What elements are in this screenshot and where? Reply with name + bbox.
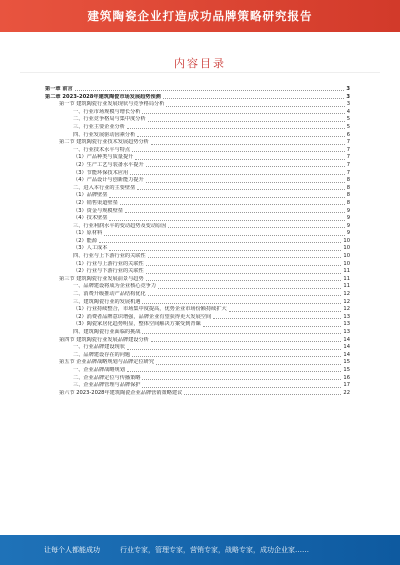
- toc-entry-label: （1）原材料: [73, 230, 103, 237]
- footer-bar: [0, 535, 400, 565]
- toc-entry-label: （1）行业与上游行业的关联性: [73, 260, 144, 267]
- header-bar: [0, 0, 400, 32]
- toc-entry-label: （2）消费者品牌意识增强，品牌企业有望获得更大发展空间: [73, 313, 212, 320]
- toc-entry[interactable]: [45, 147, 350, 155]
- toc-entry-label: （1）品牌壁垒: [73, 192, 108, 199]
- toc-entry-page: 5: [346, 116, 350, 123]
- toc-entry-label: 第三节 建筑陶瓷行业发展前景与趋势: [59, 275, 144, 282]
- toc-entry-page: 3: [346, 101, 350, 108]
- toc-entry[interactable]: [45, 299, 350, 307]
- toc-entry-page: 12: [343, 298, 350, 305]
- toc-entry-label: 二、行业竞争格局与集中度分析: [73, 116, 146, 123]
- toc-entry-page: 13: [343, 313, 350, 320]
- toc-leader-dots: [127, 344, 342, 349]
- toc-entry-label: 第六节 2023-2028年建筑陶瓷企业品牌营销策略建议: [59, 389, 183, 396]
- toc-entry-page: 17: [343, 382, 350, 389]
- toc-entry[interactable]: [45, 215, 350, 223]
- toc-leader-dots: [135, 154, 344, 159]
- toc-entry-page: 8: [346, 184, 350, 191]
- toc-entry[interactable]: [45, 382, 350, 390]
- toc-entry-label: （2）行业与下游行业的关联性: [73, 268, 144, 275]
- toc-entry-page: 15: [343, 366, 350, 373]
- toc-entry[interactable]: [45, 230, 350, 238]
- toc-entry-page: 14: [343, 336, 350, 343]
- toc-entry-page: 8: [346, 192, 350, 199]
- toc-leader-dots: [148, 291, 342, 296]
- toc-leader-dots: [229, 306, 342, 311]
- toc-entry[interactable]: [45, 390, 350, 398]
- toc-entry[interactable]: [45, 352, 350, 360]
- toc-entry-label: 一、品牌建设将成为企业核心竞争力: [73, 283, 157, 290]
- toc-entry[interactable]: [45, 367, 350, 375]
- toc-entry[interactable]: [45, 86, 350, 94]
- toc-leader-dots: [127, 367, 342, 372]
- toc-leader-dots: [142, 382, 341, 387]
- toc-leader-dots: [156, 359, 341, 364]
- toc-entry[interactable]: [45, 94, 350, 102]
- toc-entry[interactable]: [45, 261, 350, 269]
- toc-leader-dots: [146, 276, 342, 281]
- toc-entry[interactable]: [45, 139, 350, 147]
- toc-entry-label: （2）能源: [73, 237, 98, 244]
- toc-entry-label: （2）生产工艺与装备水平提升: [73, 161, 144, 168]
- toc-leader-dots: [109, 245, 341, 250]
- toc-entry-page: 10: [343, 245, 350, 252]
- toc-entry[interactable]: [45, 253, 350, 261]
- toc-leader-dots: [168, 223, 344, 228]
- toc-entry-page: 12: [343, 291, 350, 298]
- toc-title: 内容目录: [174, 57, 226, 70]
- toc-leader-dots: [151, 139, 345, 144]
- toc-entry-label: 一、行业技术水平与特点: [73, 146, 131, 153]
- toc-leader-dots: [125, 208, 345, 213]
- toc-leader-dots: [203, 321, 342, 326]
- toc-leader-dots: [75, 86, 345, 91]
- toc-entry[interactable]: [45, 185, 350, 193]
- toc-entry[interactable]: [45, 154, 350, 162]
- toc-entry[interactable]: [45, 223, 350, 231]
- footer-tagline: 行业专家，管理专家，营销专家，战略专家，成功企业家……: [120, 546, 309, 554]
- toc-entry[interactable]: [45, 245, 350, 253]
- toc-entry-page: 7: [346, 169, 350, 176]
- toc-entry-page: 9: [346, 215, 350, 222]
- footer-slogan: 让每个人都能成功: [44, 546, 100, 554]
- toc-leader-dots: [132, 147, 345, 152]
- toc-entry[interactable]: [45, 124, 350, 132]
- toc-entry-label: 一、企业品牌战略规划: [73, 366, 125, 373]
- toc-entry[interactable]: [45, 116, 350, 124]
- toc-entry-page: 9: [346, 230, 350, 237]
- toc-leader-dots: [109, 192, 344, 197]
- toc-leader-dots: [146, 177, 345, 182]
- toc-leader-dots: [184, 390, 341, 395]
- toc-entry[interactable]: [45, 238, 350, 246]
- toc-entry-page: 7: [346, 161, 350, 168]
- toc-leader-dots: [130, 170, 345, 175]
- toc-entry[interactable]: [45, 291, 350, 299]
- toc-entry-page: 14: [343, 344, 350, 351]
- toc-entry[interactable]: [45, 329, 350, 337]
- toc-entry-label: 一、行业品牌建设现状: [73, 344, 125, 351]
- toc-entry-label: 二、品牌建设存在的问题: [73, 351, 131, 358]
- toc-leader-dots: [146, 162, 345, 167]
- toc-entry[interactable]: [45, 276, 350, 284]
- table-of-contents: [45, 86, 350, 397]
- toc-entry-page: 8: [346, 199, 350, 206]
- toc-leader-dots: [148, 116, 345, 121]
- toc-leader-dots: [151, 337, 342, 342]
- toc-entry-label: 四、建筑陶瓷行业面临的挑战: [73, 329, 141, 335]
- toc-leader-dots: [142, 329, 341, 334]
- toc-leader-dots: [109, 215, 344, 220]
- toc-leader-dots: [213, 314, 341, 319]
- toc-entry-label: （2）销售渠道壁垒: [73, 199, 118, 206]
- toc-entry[interactable]: [45, 268, 350, 276]
- toc-entry-label: （3）人工成本: [73, 245, 108, 252]
- toc-leader-dots: [148, 253, 342, 258]
- toc-entry-page: 10: [343, 237, 350, 244]
- toc-entry[interactable]: [45, 337, 350, 345]
- toc-entry[interactable]: [45, 344, 350, 352]
- toc-entry-page: 9: [346, 222, 350, 229]
- toc-entry-page: 7: [346, 139, 350, 146]
- toc-entry-page: 7: [346, 146, 350, 153]
- toc-entry-page: 8: [346, 177, 350, 184]
- toc-entry[interactable]: [45, 306, 350, 314]
- toc-entry-page: 6: [346, 131, 350, 138]
- toc-entry-label: 三、行业主要企业分析: [73, 123, 125, 130]
- toc-entry-label: （4）产品设计与创新能力提升: [73, 177, 144, 184]
- toc-entry[interactable]: [45, 321, 350, 329]
- toc-entry-label: （3）节能环保技术应用: [73, 169, 129, 176]
- report-title: 建筑陶瓷企业打造成功品牌策略研究报告: [87, 9, 313, 23]
- toc-leader-dots: [146, 261, 342, 266]
- toc-leader-dots: [127, 124, 345, 129]
- toc-entry-page: 11: [343, 268, 350, 275]
- toc-leader-dots: [166, 101, 344, 106]
- toc-entry-label: 第一章 前言: [45, 86, 73, 92]
- toc-entry-page: 10: [343, 253, 350, 260]
- toc-entry-page: 10: [343, 260, 350, 267]
- toc-entry[interactable]: [45, 314, 350, 322]
- toc-entry-label: 四、行业与上下游行业的关联性: [73, 253, 146, 260]
- toc-entry-page: 14: [343, 351, 350, 358]
- toc-entry-label: 二、进入本行业的主要壁垒: [73, 184, 136, 191]
- toc-leader-dots: [137, 185, 344, 190]
- toc-entry-label: 第二章 2023-2028年建筑陶瓷市场发展趋势预测: [45, 93, 161, 100]
- toc-entry-label: 二、消费升级推动产品结构优化: [73, 291, 146, 298]
- toc-entry-page: 13: [343, 321, 350, 328]
- toc-entry-page: 12: [343, 306, 350, 313]
- toc-leader-dots: [132, 352, 341, 357]
- toc-entry[interactable]: [45, 162, 350, 170]
- toc-leader-dots: [146, 268, 342, 273]
- toc-entry-page: 3: [346, 86, 350, 92]
- toc-entry-label: （1）行业持续整合，市场集中度提高，优势企业市场份额持续扩大: [73, 306, 227, 313]
- toc-entry-page: 4: [346, 108, 350, 115]
- divider: [20, 72, 380, 73]
- toc-leader-dots: [142, 109, 344, 114]
- toc-entry[interactable]: [45, 375, 350, 383]
- toc-entry-page: 11: [343, 283, 350, 290]
- toc-entry[interactable]: [45, 101, 350, 109]
- toc-leader-dots: [137, 132, 344, 137]
- toc-leader-dots: [104, 230, 344, 235]
- toc-leader-dots: [158, 283, 341, 288]
- toc-entry-label: 第四节 建筑陶瓷行业发展品牌建设分析: [59, 336, 149, 343]
- toc-entry[interactable]: [45, 208, 350, 216]
- toc-entry-label: 四、行业发展驱动因素分析: [73, 131, 136, 138]
- toc-leader-dots: [120, 200, 345, 205]
- toc-entry[interactable]: [45, 200, 350, 208]
- toc-entry[interactable]: [45, 359, 350, 367]
- toc-entry-label: 一、行业市场规模与增长分析: [73, 108, 141, 115]
- toc-entry[interactable]: [45, 192, 350, 200]
- toc-entry-label: 第二节 建筑陶瓷行业技术发展趋势分析: [59, 139, 149, 146]
- toc-entry-page: 3: [346, 93, 350, 100]
- toc-entry-page: 15: [343, 359, 350, 366]
- toc-entry-page: 7: [346, 154, 350, 161]
- toc-entry-label: （3）资金与规模壁垒: [73, 207, 123, 214]
- toc-entry-page: 11: [343, 275, 350, 282]
- toc-entry-label: （3）陶瓷家居化趋势明显，整体空间解决方案受到青睐: [73, 321, 201, 328]
- toc-entry-label: （1）产品种类与质量提升: [73, 154, 134, 161]
- toc-entry[interactable]: [45, 283, 350, 291]
- toc-entry-page: 5: [346, 123, 350, 130]
- toc-entry[interactable]: [45, 170, 350, 178]
- toc-entry-page: 22: [343, 389, 350, 396]
- toc-entry-label: 三、企业品牌管理与品牌保护: [73, 382, 141, 389]
- toc-leader-dots: [142, 375, 341, 380]
- toc-entry-label: 第一节 建筑陶瓷行业发展现状与竞争格局分析: [59, 101, 165, 108]
- toc-entry-label: （4）技术壁垒: [73, 215, 108, 222]
- toc-entry[interactable]: [45, 132, 350, 140]
- toc-entry-page: 16: [343, 374, 350, 381]
- toc-entry-label: 三、建筑陶瓷行业的发展机遇: [73, 298, 141, 305]
- toc-entry-label: 三、行业利润水平的变动趋势及变动原因: [73, 222, 167, 229]
- toc-entry-page: 9: [346, 207, 350, 214]
- toc-entry[interactable]: [45, 109, 350, 117]
- toc-entry-page: 13: [343, 329, 350, 335]
- toc-entry[interactable]: [45, 177, 350, 185]
- toc-entry-label: 二、企业品牌定位与传播策略: [73, 374, 141, 381]
- toc-entry-label: 第五节 企业品牌战略规划与品牌定位研究: [59, 359, 155, 366]
- toc-leader-dots: [163, 94, 345, 99]
- toc-leader-dots: [142, 299, 341, 304]
- toc-leader-dots: [99, 238, 341, 243]
